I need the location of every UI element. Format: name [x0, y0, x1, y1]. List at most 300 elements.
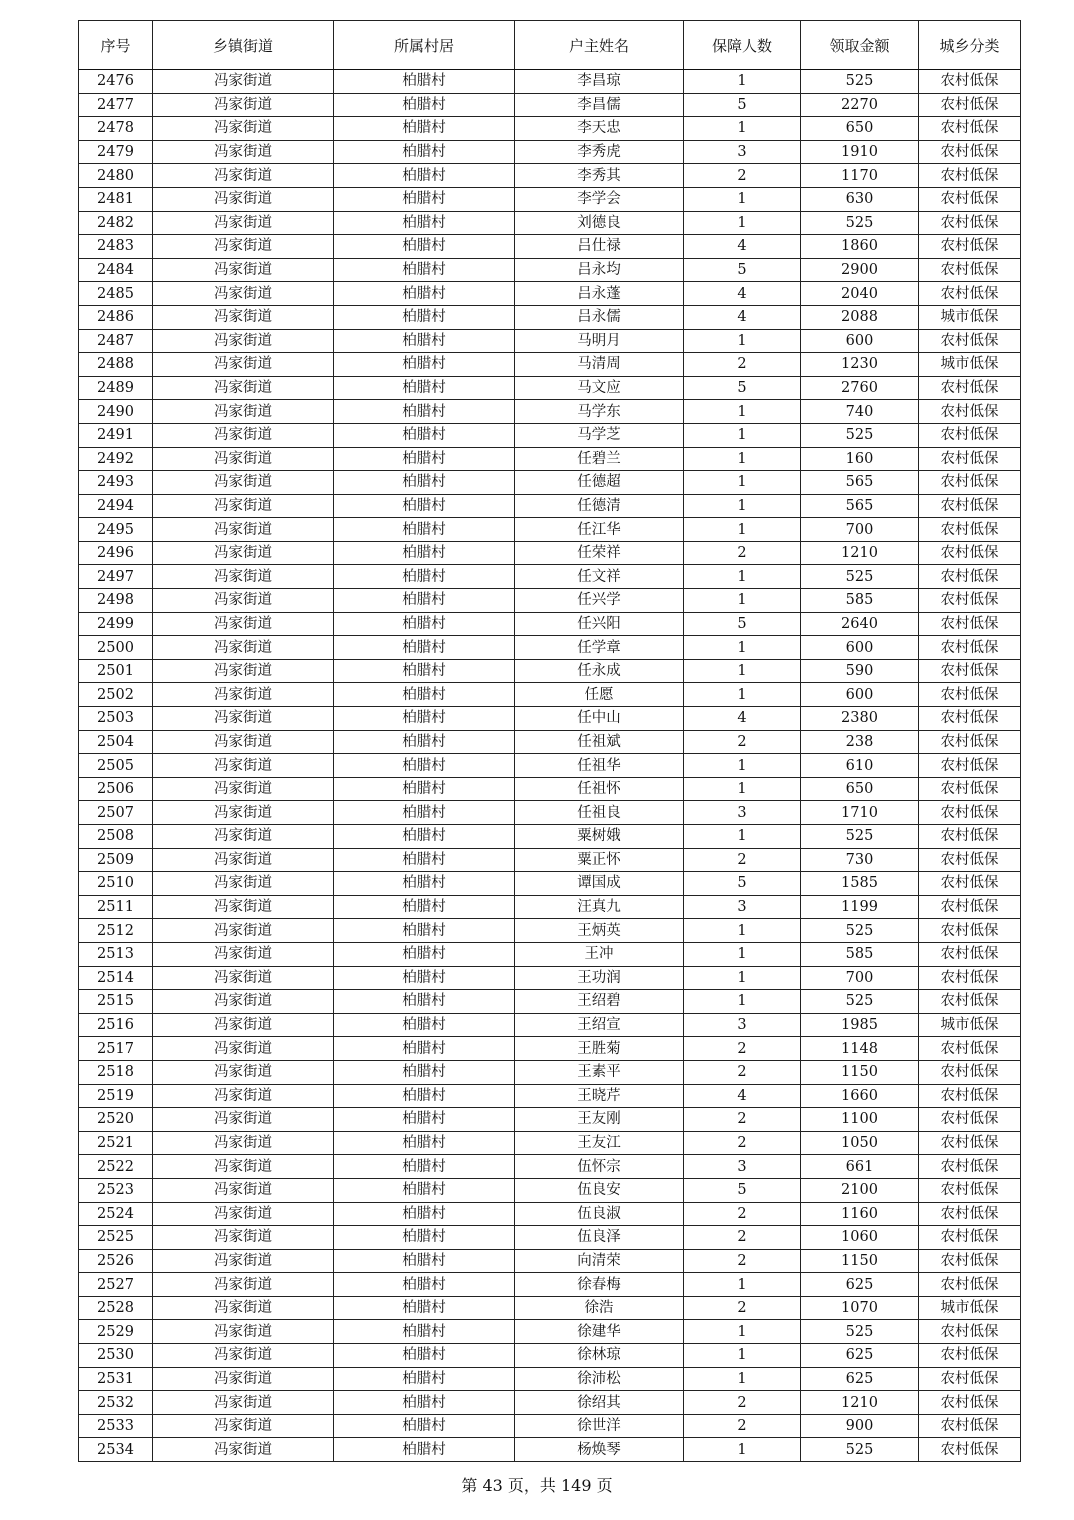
cell-category: 农村低保 — [919, 1108, 1021, 1132]
cell-covered-persons: 2 — [684, 1037, 801, 1061]
cell-covered-persons: 5 — [684, 612, 801, 636]
cell-category: 农村低保 — [919, 518, 1021, 542]
cell-serial: 2488 — [79, 353, 153, 377]
cell-serial: 2530 — [79, 1344, 153, 1368]
cell-town: 冯家街道 — [153, 211, 334, 235]
cell-village: 柏腊村 — [334, 1155, 515, 1179]
cell-covered-persons: 1 — [684, 1438, 801, 1462]
table-row — [79, 93, 1021, 117]
cell-householder: 马明月 — [515, 329, 684, 353]
cell-householder: 伍良安 — [515, 1178, 684, 1202]
cell-householder: 吕仕禄 — [515, 235, 684, 259]
cell-town: 冯家街道 — [153, 636, 334, 660]
cell-town: 冯家街道 — [153, 825, 334, 849]
cell-town: 冯家街道 — [153, 1391, 334, 1415]
cell-amount: 525 — [801, 1438, 919, 1462]
cell-householder: 任兴阳 — [515, 612, 684, 636]
cell-category: 农村低保 — [919, 1178, 1021, 1202]
table-row — [79, 1202, 1021, 1226]
cell-town: 冯家街道 — [153, 1060, 334, 1084]
cell-village: 柏腊村 — [334, 1060, 515, 1084]
cell-amount: 730 — [801, 848, 919, 872]
cell-serial: 2532 — [79, 1391, 153, 1415]
cell-town: 冯家街道 — [153, 93, 334, 117]
table-row — [79, 1084, 1021, 1108]
cell-amount: 700 — [801, 518, 919, 542]
cell-covered-persons: 5 — [684, 258, 801, 282]
cell-village: 柏腊村 — [334, 1226, 515, 1250]
cell-householder: 刘德良 — [515, 211, 684, 235]
cell-amount: 1060 — [801, 1226, 919, 1250]
header-covered-persons: 保障人数 — [684, 21, 801, 70]
cell-amount: 1050 — [801, 1131, 919, 1155]
table-row — [79, 258, 1021, 282]
cell-town: 冯家街道 — [153, 541, 334, 565]
cell-householder: 粟树娥 — [515, 825, 684, 849]
cell-village: 柏腊村 — [334, 825, 515, 849]
cell-village: 柏腊村 — [334, 471, 515, 495]
cell-covered-persons: 1 — [684, 683, 801, 707]
cell-town: 冯家街道 — [153, 164, 334, 188]
table-row — [79, 376, 1021, 400]
cell-householder: 王胜菊 — [515, 1037, 684, 1061]
cell-amount: 630 — [801, 187, 919, 211]
cell-village: 柏腊村 — [334, 1367, 515, 1391]
cell-category: 农村低保 — [919, 801, 1021, 825]
cell-town: 冯家街道 — [153, 1037, 334, 1061]
cell-serial: 2480 — [79, 164, 153, 188]
cell-serial: 2507 — [79, 801, 153, 825]
cell-serial: 2522 — [79, 1155, 153, 1179]
cell-amount: 525 — [801, 423, 919, 447]
cell-town: 冯家街道 — [153, 895, 334, 919]
cell-village: 柏腊村 — [334, 1013, 515, 1037]
table-row — [79, 1438, 1021, 1462]
cell-covered-persons: 2 — [684, 541, 801, 565]
table-row — [79, 541, 1021, 565]
table-row — [79, 1296, 1021, 1320]
cell-serial: 2499 — [79, 612, 153, 636]
cell-village: 柏腊村 — [334, 235, 515, 259]
cell-town: 冯家街道 — [153, 1084, 334, 1108]
cell-covered-persons: 2 — [684, 1391, 801, 1415]
cell-covered-persons: 1 — [684, 329, 801, 353]
cell-town: 冯家街道 — [153, 447, 334, 471]
cell-category: 农村低保 — [919, 1084, 1021, 1108]
cell-town: 冯家街道 — [153, 1344, 334, 1368]
cell-covered-persons: 4 — [684, 235, 801, 259]
cell-town: 冯家街道 — [153, 1367, 334, 1391]
header-town: 乡镇街道 — [153, 21, 334, 70]
cell-serial: 2521 — [79, 1131, 153, 1155]
data-table — [78, 20, 1021, 1462]
cell-town: 冯家街道 — [153, 683, 334, 707]
cell-serial: 2483 — [79, 235, 153, 259]
cell-covered-persons: 1 — [684, 423, 801, 447]
cell-householder: 马学芝 — [515, 423, 684, 447]
cell-serial: 2527 — [79, 1273, 153, 1297]
cell-covered-persons: 4 — [684, 1084, 801, 1108]
cell-covered-persons: 2 — [684, 164, 801, 188]
cell-village: 柏腊村 — [334, 1037, 515, 1061]
cell-village: 柏腊村 — [334, 353, 515, 377]
cell-category: 农村低保 — [919, 565, 1021, 589]
cell-category: 城市低保 — [919, 1296, 1021, 1320]
cell-covered-persons: 2 — [684, 1414, 801, 1438]
cell-amount: 2100 — [801, 1178, 919, 1202]
cell-village: 柏腊村 — [334, 258, 515, 282]
cell-amount: 2380 — [801, 707, 919, 731]
cell-amount: 650 — [801, 117, 919, 141]
cell-householder: 谭国成 — [515, 872, 684, 896]
cell-category: 农村低保 — [919, 1131, 1021, 1155]
table-row — [79, 1249, 1021, 1273]
cell-serial: 2506 — [79, 777, 153, 801]
cell-village: 柏腊村 — [334, 848, 515, 872]
table-row — [79, 777, 1021, 801]
cell-amount: 525 — [801, 825, 919, 849]
cell-village: 柏腊村 — [334, 1391, 515, 1415]
cell-householder: 吕永均 — [515, 258, 684, 282]
cell-town: 冯家街道 — [153, 848, 334, 872]
cell-amount: 600 — [801, 329, 919, 353]
cell-category: 农村低保 — [919, 825, 1021, 849]
cell-amount: 1210 — [801, 1391, 919, 1415]
cell-category: 农村低保 — [919, 140, 1021, 164]
table-row — [79, 1344, 1021, 1368]
cell-covered-persons: 1 — [684, 636, 801, 660]
cell-category: 农村低保 — [919, 494, 1021, 518]
cell-householder: 李昌儒 — [515, 93, 684, 117]
cell-householder: 伍良淑 — [515, 1202, 684, 1226]
cell-category: 农村低保 — [919, 872, 1021, 896]
cell-category: 农村低保 — [919, 93, 1021, 117]
cell-amount: 2270 — [801, 93, 919, 117]
cell-amount: 2760 — [801, 376, 919, 400]
cell-village: 柏腊村 — [334, 990, 515, 1014]
cell-village: 柏腊村 — [334, 659, 515, 683]
table-row — [79, 1414, 1021, 1438]
cell-amount: 525 — [801, 919, 919, 943]
cell-amount: 1710 — [801, 801, 919, 825]
header-category: 城乡分类 — [919, 21, 1021, 70]
cell-amount: 590 — [801, 659, 919, 683]
cell-town: 冯家街道 — [153, 1273, 334, 1297]
cell-householder: 李昌琼 — [515, 70, 684, 94]
cell-serial: 2533 — [79, 1414, 153, 1438]
cell-householder: 马学东 — [515, 400, 684, 424]
cell-serial: 2487 — [79, 329, 153, 353]
table-row — [79, 1367, 1021, 1391]
table-row — [79, 1155, 1021, 1179]
header-row — [79, 21, 1021, 70]
cell-village: 柏腊村 — [334, 1108, 515, 1132]
cell-town: 冯家街道 — [153, 966, 334, 990]
cell-town: 冯家街道 — [153, 329, 334, 353]
cell-amount: 525 — [801, 70, 919, 94]
cell-householder: 吕永儒 — [515, 305, 684, 329]
table-row — [79, 565, 1021, 589]
cell-amount: 625 — [801, 1367, 919, 1391]
cell-serial: 2526 — [79, 1249, 153, 1273]
cell-serial: 2496 — [79, 541, 153, 565]
table-row — [79, 848, 1021, 872]
cell-serial: 2500 — [79, 636, 153, 660]
cell-category: 农村低保 — [919, 777, 1021, 801]
cell-amount: 1160 — [801, 1202, 919, 1226]
table-row — [79, 70, 1021, 94]
cell-covered-persons: 1 — [684, 1320, 801, 1344]
cell-amount: 2900 — [801, 258, 919, 282]
cell-category: 农村低保 — [919, 895, 1021, 919]
table-row — [79, 1178, 1021, 1202]
cell-village: 柏腊村 — [334, 423, 515, 447]
table-row — [79, 1060, 1021, 1084]
cell-category: 农村低保 — [919, 1391, 1021, 1415]
cell-covered-persons: 1 — [684, 400, 801, 424]
cell-covered-persons: 1 — [684, 187, 801, 211]
cell-category: 农村低保 — [919, 942, 1021, 966]
cell-covered-persons: 1 — [684, 754, 801, 778]
cell-serial: 2512 — [79, 919, 153, 943]
cell-serial: 2489 — [79, 376, 153, 400]
cell-covered-persons: 1 — [684, 589, 801, 613]
cell-serial: 2515 — [79, 990, 153, 1014]
cell-serial: 2505 — [79, 754, 153, 778]
cell-serial: 2501 — [79, 659, 153, 683]
cell-category: 农村低保 — [919, 211, 1021, 235]
cell-covered-persons: 1 — [684, 117, 801, 141]
cell-town: 冯家街道 — [153, 353, 334, 377]
table-body — [79, 70, 1021, 1462]
cell-town: 冯家街道 — [153, 942, 334, 966]
cell-village: 柏腊村 — [334, 872, 515, 896]
page-footer: 第 43 页，共 149 页 — [461, 1476, 613, 1495]
cell-village: 柏腊村 — [334, 140, 515, 164]
cell-village: 柏腊村 — [334, 919, 515, 943]
table-row — [79, 1391, 1021, 1415]
cell-householder: 李秀其 — [515, 164, 684, 188]
cell-householder: 王素平 — [515, 1060, 684, 1084]
table-row — [79, 447, 1021, 471]
table-row — [79, 801, 1021, 825]
cell-village: 柏腊村 — [334, 1084, 515, 1108]
cell-town: 冯家街道 — [153, 494, 334, 518]
cell-serial: 2476 — [79, 70, 153, 94]
cell-serial: 2524 — [79, 1202, 153, 1226]
cell-category: 农村低保 — [919, 329, 1021, 353]
cell-householder: 粟正怀 — [515, 848, 684, 872]
cell-category: 农村低保 — [919, 258, 1021, 282]
cell-serial: 2484 — [79, 258, 153, 282]
cell-amount: 238 — [801, 730, 919, 754]
cell-village: 柏腊村 — [334, 282, 515, 306]
cell-householder: 王友刚 — [515, 1108, 684, 1132]
cell-householder: 任愿 — [515, 683, 684, 707]
cell-town: 冯家街道 — [153, 282, 334, 306]
cell-serial: 2518 — [79, 1060, 153, 1084]
cell-householder: 任江华 — [515, 518, 684, 542]
cell-serial: 2490 — [79, 400, 153, 424]
cell-town: 冯家街道 — [153, 1296, 334, 1320]
cell-village: 柏腊村 — [334, 447, 515, 471]
cell-amount: 525 — [801, 990, 919, 1014]
cell-covered-persons: 1 — [684, 518, 801, 542]
table-row — [79, 872, 1021, 896]
cell-town: 冯家街道 — [153, 518, 334, 542]
cell-covered-persons: 3 — [684, 140, 801, 164]
cell-serial: 2477 — [79, 93, 153, 117]
cell-amount: 565 — [801, 494, 919, 518]
table-row — [79, 636, 1021, 660]
cell-householder: 王友江 — [515, 1131, 684, 1155]
cell-serial: 2481 — [79, 187, 153, 211]
cell-town: 冯家街道 — [153, 754, 334, 778]
cell-covered-persons: 1 — [684, 471, 801, 495]
cell-covered-persons: 2 — [684, 1296, 801, 1320]
cell-category: 农村低保 — [919, 1226, 1021, 1250]
cell-householder: 杨焕琴 — [515, 1438, 684, 1462]
cell-village: 柏腊村 — [334, 777, 515, 801]
cell-householder: 王晓芹 — [515, 1084, 684, 1108]
cell-town: 冯家街道 — [153, 801, 334, 825]
table-row — [79, 1037, 1021, 1061]
header-amount: 领取金额 — [801, 21, 919, 70]
cell-householder: 伍良泽 — [515, 1226, 684, 1250]
cell-village: 柏腊村 — [334, 1414, 515, 1438]
cell-amount: 1199 — [801, 895, 919, 919]
cell-town: 冯家街道 — [153, 777, 334, 801]
cell-amount: 2640 — [801, 612, 919, 636]
table-row — [79, 1320, 1021, 1344]
cell-amount: 1230 — [801, 353, 919, 377]
cell-town: 冯家街道 — [153, 187, 334, 211]
cell-amount: 525 — [801, 1320, 919, 1344]
cell-householder: 王冲 — [515, 942, 684, 966]
cell-covered-persons: 1 — [684, 777, 801, 801]
cell-town: 冯家街道 — [153, 471, 334, 495]
cell-covered-persons: 2 — [684, 848, 801, 872]
table-row — [79, 305, 1021, 329]
cell-village: 柏腊村 — [334, 942, 515, 966]
cell-amount: 1210 — [801, 541, 919, 565]
cell-village: 柏腊村 — [334, 966, 515, 990]
table-row — [79, 1013, 1021, 1037]
cell-householder: 任德清 — [515, 494, 684, 518]
cell-town: 冯家街道 — [153, 565, 334, 589]
cell-covered-persons: 1 — [684, 919, 801, 943]
cell-town: 冯家街道 — [153, 1108, 334, 1132]
table-row — [79, 400, 1021, 424]
cell-covered-persons: 1 — [684, 70, 801, 94]
cell-village: 柏腊村 — [334, 376, 515, 400]
cell-serial: 2513 — [79, 942, 153, 966]
cell-householder: 李天忠 — [515, 117, 684, 141]
header-village: 所属村居 — [334, 21, 515, 70]
cell-town: 冯家街道 — [153, 1414, 334, 1438]
cell-amount: 1910 — [801, 140, 919, 164]
cell-serial: 2519 — [79, 1084, 153, 1108]
cell-town: 冯家街道 — [153, 1131, 334, 1155]
cell-category: 农村低保 — [919, 589, 1021, 613]
cell-householder: 任祖华 — [515, 754, 684, 778]
cell-covered-persons: 4 — [684, 282, 801, 306]
cell-covered-persons: 5 — [684, 872, 801, 896]
cell-village: 柏腊村 — [334, 565, 515, 589]
cell-amount: 1070 — [801, 1296, 919, 1320]
cell-covered-persons: 1 — [684, 942, 801, 966]
cell-householder: 任祖怀 — [515, 777, 684, 801]
cell-amount: 900 — [801, 1414, 919, 1438]
header-householder: 户主姓名 — [515, 21, 684, 70]
cell-town: 冯家街道 — [153, 919, 334, 943]
cell-category: 农村低保 — [919, 754, 1021, 778]
cell-town: 冯家街道 — [153, 235, 334, 259]
cell-serial: 2516 — [79, 1013, 153, 1037]
cell-category: 农村低保 — [919, 919, 1021, 943]
cell-covered-persons: 5 — [684, 376, 801, 400]
cell-householder: 任碧兰 — [515, 447, 684, 471]
cell-village: 柏腊村 — [334, 612, 515, 636]
cell-village: 柏腊村 — [334, 1249, 515, 1273]
table-row — [79, 140, 1021, 164]
cell-category: 农村低保 — [919, 1249, 1021, 1273]
cell-category: 农村低保 — [919, 400, 1021, 424]
cell-village: 柏腊村 — [334, 305, 515, 329]
table-row — [79, 518, 1021, 542]
cell-covered-persons: 5 — [684, 1178, 801, 1202]
cell-category: 农村低保 — [919, 707, 1021, 731]
cell-category: 农村低保 — [919, 376, 1021, 400]
cell-category: 农村低保 — [919, 1273, 1021, 1297]
cell-category: 农村低保 — [919, 683, 1021, 707]
cell-amount: 625 — [801, 1344, 919, 1368]
cell-householder: 王炳英 — [515, 919, 684, 943]
cell-householder: 徐林琼 — [515, 1344, 684, 1368]
cell-category: 农村低保 — [919, 730, 1021, 754]
table-row — [79, 164, 1021, 188]
cell-householder: 李秀虎 — [515, 140, 684, 164]
cell-serial: 2495 — [79, 518, 153, 542]
cell-amount: 650 — [801, 777, 919, 801]
cell-category: 农村低保 — [919, 990, 1021, 1014]
cell-village: 柏腊村 — [334, 636, 515, 660]
cell-amount: 600 — [801, 683, 919, 707]
cell-amount: 2040 — [801, 282, 919, 306]
cell-covered-persons: 3 — [684, 895, 801, 919]
cell-covered-persons: 2 — [684, 730, 801, 754]
table-row — [79, 589, 1021, 613]
cell-town: 冯家街道 — [153, 1249, 334, 1273]
cell-householder: 任学章 — [515, 636, 684, 660]
cell-category: 农村低保 — [919, 471, 1021, 495]
cell-householder: 任祖良 — [515, 801, 684, 825]
cell-town: 冯家街道 — [153, 1013, 334, 1037]
cell-town: 冯家街道 — [153, 117, 334, 141]
cell-village: 柏腊村 — [334, 400, 515, 424]
table-row — [79, 966, 1021, 990]
cell-category: 城市低保 — [919, 1013, 1021, 1037]
cell-category: 农村低保 — [919, 187, 1021, 211]
table-row — [79, 187, 1021, 211]
cell-category: 农村低保 — [919, 70, 1021, 94]
table-row — [79, 754, 1021, 778]
cell-covered-persons: 3 — [684, 1013, 801, 1037]
cell-amount: 700 — [801, 966, 919, 990]
cell-category: 城市低保 — [919, 353, 1021, 377]
cell-village: 柏腊村 — [334, 518, 515, 542]
cell-amount: 625 — [801, 1273, 919, 1297]
